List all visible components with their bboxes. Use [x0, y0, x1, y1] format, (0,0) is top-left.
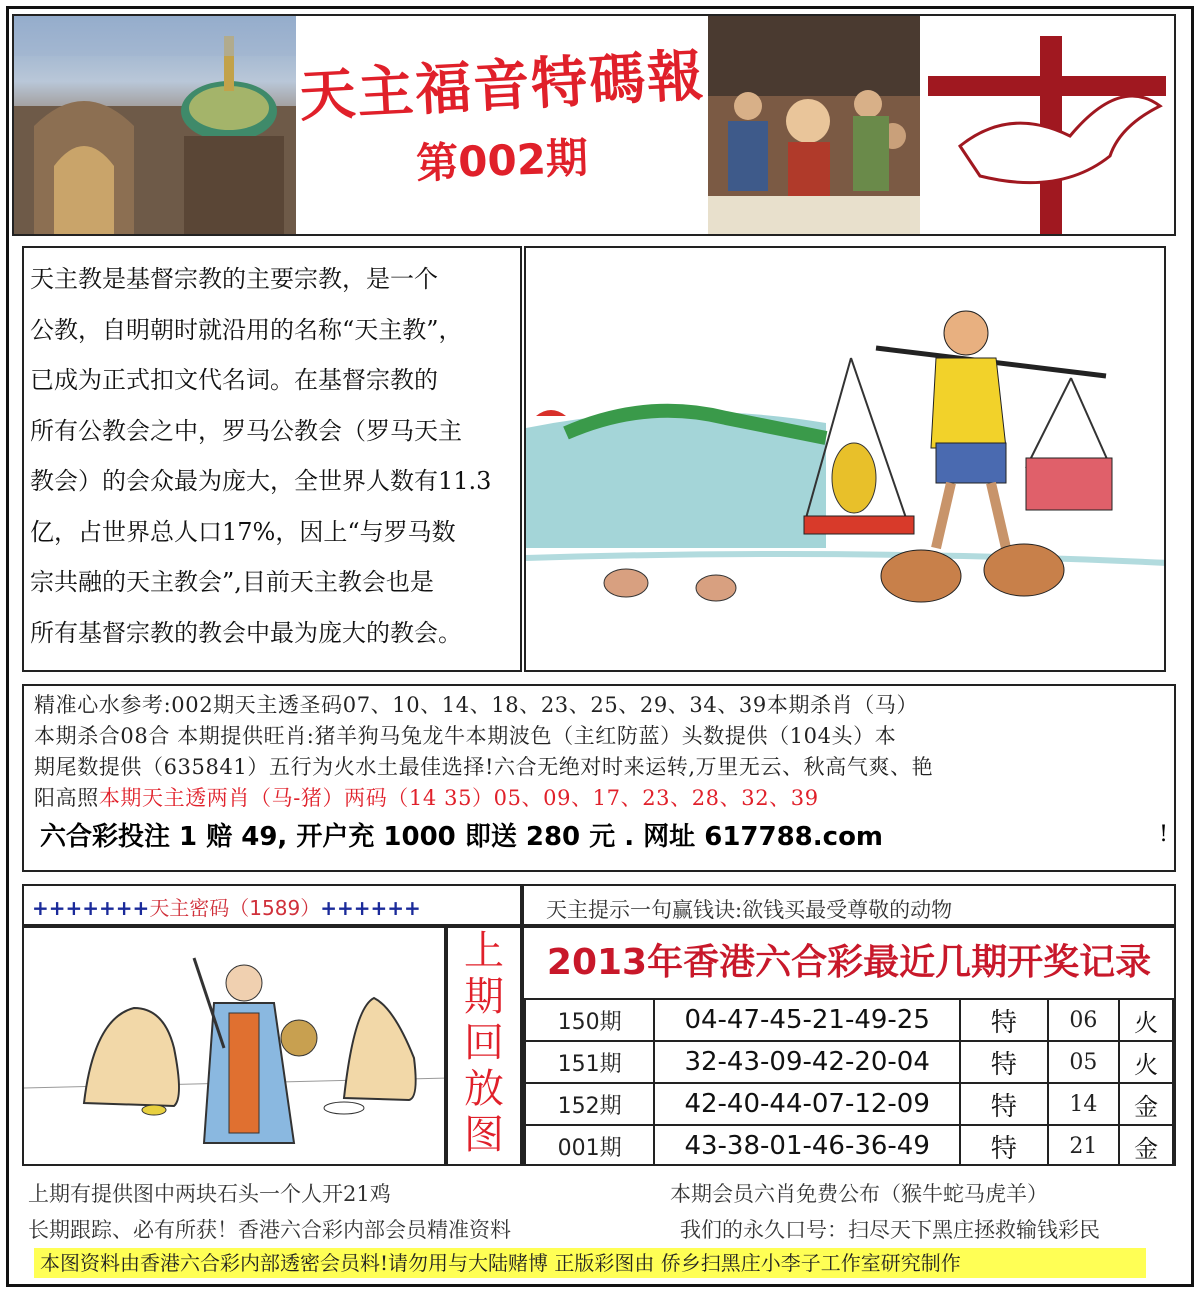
table-row	[525, 999, 1173, 1041]
porter-illustration	[524, 246, 1166, 672]
footer-highlight-notice: 本图资料由香港六合彩内部透密会员料!请勿用与大陆赌博 正版彩图由 侨乡扫黑庄小李子工作室研究制作	[34, 1248, 1146, 1278]
table-row	[525, 1083, 1173, 1125]
highlight-prediction: 本期天主透两肖（马-猪）两码（14 35）05、09、17、23、28、32、39	[98, 786, 819, 810]
winning-tip: 天主提示一句赢钱诀:欲钱买最受尊敬的动物	[522, 884, 1176, 926]
intro-line: 公教，自明朝时就沿用的名称“天主教”，	[30, 315, 463, 344]
numbers-cell: 42-40-44-07-12-09	[654, 1083, 960, 1125]
plus-decoration-right: ++++++	[320, 896, 421, 920]
element-cell: 金	[1119, 1083, 1173, 1125]
special-label-cell: 特	[960, 999, 1047, 1041]
footer-right-1: 本期会员六肖免费公布（猴牛蛇马虎羊）	[670, 1182, 1048, 1206]
special-label-cell: 特	[960, 1083, 1047, 1125]
title-box	[296, 16, 708, 234]
results-title: 2013年香港六合彩最近几期开奖记录	[546, 942, 1152, 983]
special-number-cell: 05	[1048, 1041, 1120, 1083]
replay-char: 期	[464, 974, 504, 1020]
intro-line: 天主教是基督宗教的主要宗教，是一个	[30, 265, 438, 293]
special-label-cell: 特	[960, 1125, 1047, 1166]
secret-code-label: 天主密码（1589）	[149, 896, 321, 920]
numbers-cell: 04-47-45-21-49-25	[654, 999, 960, 1041]
element-cell: 火	[1119, 999, 1173, 1041]
draw-results	[522, 926, 1176, 1166]
replay-label	[446, 926, 522, 1166]
secret-code-bar	[22, 884, 522, 926]
intro-line: 亿，占世界总人口17%，因上“与罗马数	[30, 517, 456, 546]
info-line-start: 阳高照	[34, 786, 99, 810]
element-cell: 金	[1119, 1125, 1173, 1166]
period-cell: 150期	[525, 999, 654, 1041]
header	[12, 14, 1176, 236]
prediction-info	[22, 684, 1176, 872]
plus-decoration-left: +++++++	[32, 896, 150, 920]
special-number-cell: 14	[1048, 1083, 1120, 1125]
results-table	[524, 998, 1174, 1166]
church-image	[14, 16, 296, 234]
intro-line: 所有基督宗教的教会中最为庞大的教会。	[30, 618, 462, 647]
footer	[22, 1170, 1176, 1280]
info-line: 期尾数提供（635841）五行为火水土最佳选择!六合无绝对时来运转,万里无云、秋高气爽、艳	[34, 755, 934, 779]
intro-line: 已成为正式扣文代名词。在基督宗教的	[30, 366, 438, 394]
issue-number: 第002期	[415, 133, 589, 188]
table-row	[525, 1041, 1173, 1083]
period-cell: 001期	[525, 1125, 654, 1166]
numbers-cell: 32-43-09-42-20-04	[654, 1041, 960, 1083]
info-line	[34, 783, 1164, 814]
numbers-cell: 43-38-01-46-36-49	[654, 1125, 960, 1166]
replay-char: 放	[464, 1066, 504, 1112]
footer-right-2: 我们的永久口号：扫尽天下黑庄拯救输钱彩民	[680, 1218, 1100, 1242]
table-row	[525, 1125, 1173, 1166]
info-line: 本期杀合08合 本期提供旺肖:猪羊狗马兔龙牛本期波色（主红防蓝）头数提供（104头）本	[34, 724, 897, 748]
special-label-cell: 特	[960, 1041, 1047, 1083]
element-cell: 火	[1119, 1041, 1173, 1083]
footer-left-2: 长期跟踪、必有所获！香港六合彩内部会员精准资料	[28, 1218, 511, 1242]
info-line: 精准心水参考:002期天主透圣码07、10、14、18、23、25、29、34、39本期杀肖（马）	[34, 693, 919, 717]
cross-dove-image	[920, 16, 1174, 234]
intro-line: 宗共融的天主教会”,目前天主教会也是	[30, 568, 434, 596]
special-number-cell: 06	[1048, 999, 1120, 1041]
special-number-cell: 21	[1048, 1125, 1120, 1166]
replay-char: 回	[464, 1020, 504, 1066]
period-cell: 152期	[525, 1083, 654, 1125]
period-cell: 151期	[525, 1041, 654, 1083]
intro-line: 教会）的会众最为庞大，全世界人数有11.3	[30, 467, 492, 495]
intro-text-panel	[22, 246, 522, 672]
ad-mark: !	[1159, 822, 1168, 847]
intro-line: 所有公教会之中，罗马公教会（罗马天主	[30, 416, 462, 445]
replay-char: 上	[464, 928, 504, 974]
advertisement: 六合彩投注 1 赔 49, 开户充 1000 即送 280 元 . 网址 617788.com	[40, 822, 884, 852]
footer-left-1: 上期有提供图中两块石头一个人开21鸡	[28, 1182, 391, 1206]
replay-char: 图	[464, 1112, 504, 1158]
sage-illustration	[22, 926, 446, 1166]
last-supper-image	[708, 16, 920, 234]
newspaper-title: 天主福音特碼報	[297, 43, 707, 130]
